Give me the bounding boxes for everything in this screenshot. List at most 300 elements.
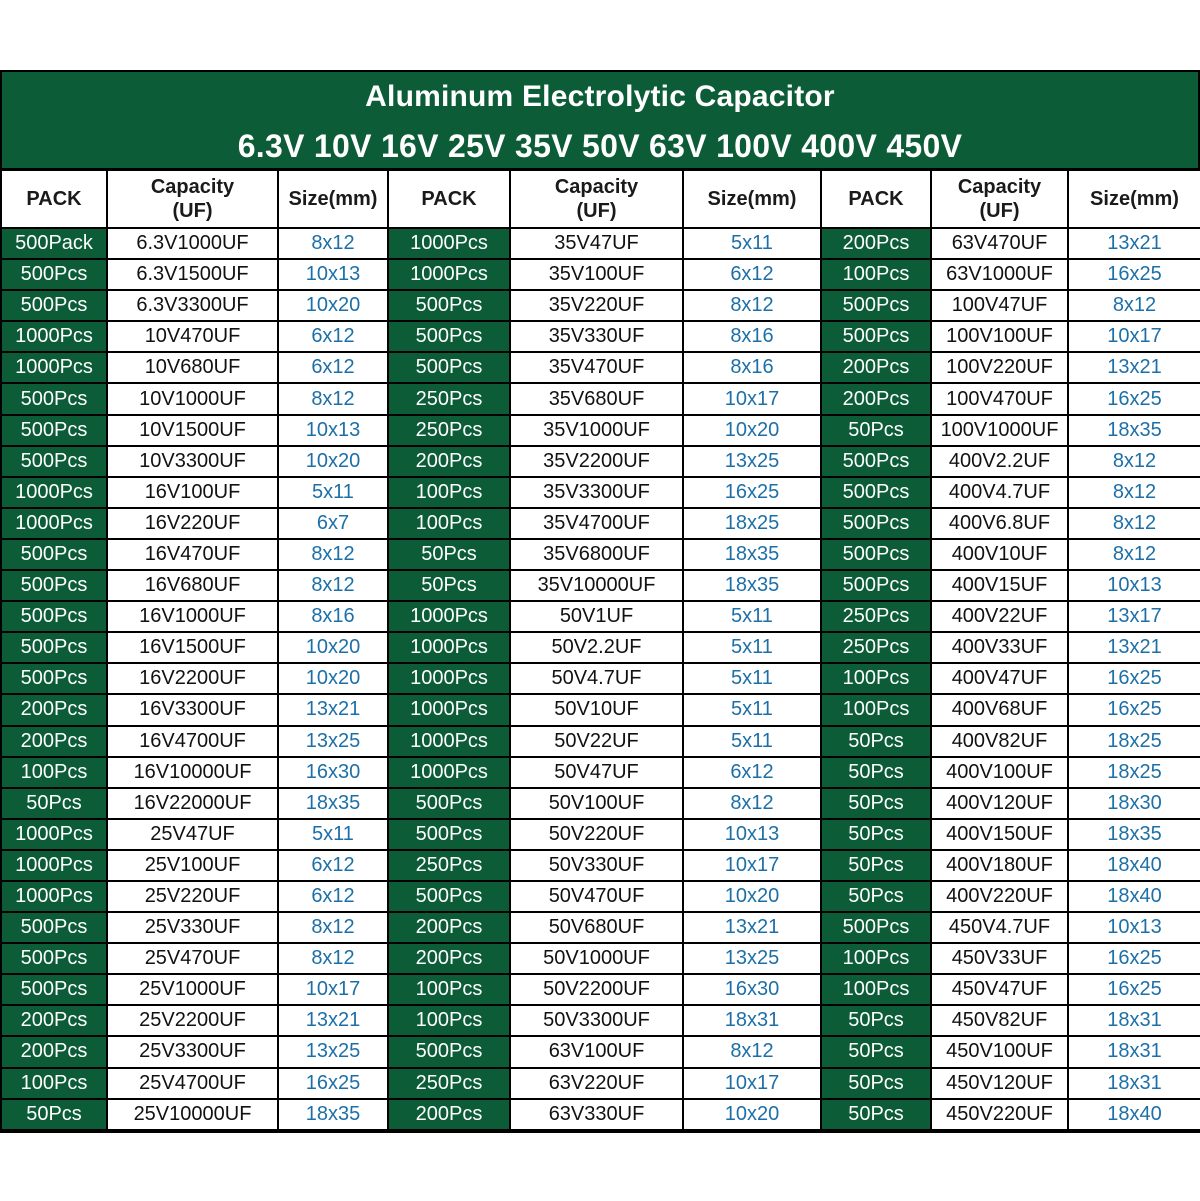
capacity-cell: 6.3V1500UF: [107, 259, 278, 290]
size-cell: 13x21: [1068, 228, 1200, 259]
capacity-cell: 25V100UF: [107, 850, 278, 881]
capacity-cell: 35V330UF: [510, 321, 683, 352]
title: Aluminum Electrolytic Capacitor: [365, 80, 835, 113]
capacity-cell: 50V1UF: [510, 601, 683, 632]
pack-cell: 200Pcs: [821, 228, 931, 259]
capacity-cell: 100V470UF: [931, 383, 1068, 414]
capacity-cell: 35V220UF: [510, 290, 683, 321]
capacity-cell: 25V220UF: [107, 881, 278, 912]
table-row: [1, 570, 1200, 601]
pack-cell: 500Pcs: [1, 632, 107, 663]
pack-cell: 1000Pcs: [1, 819, 107, 850]
pack-cell: 500Pcs: [821, 508, 931, 539]
size-cell: 18x35: [683, 570, 821, 601]
capacity-cell: 25V470UF: [107, 943, 278, 974]
size-cell: 10x13: [278, 415, 388, 446]
table-row: [1, 943, 1200, 974]
pack-cell: 500Pcs: [821, 912, 931, 943]
table-row: [1, 1036, 1200, 1067]
capacity-cell: 16V100UF: [107, 477, 278, 508]
capacity-cell: 10V1000UF: [107, 383, 278, 414]
capacity-cell: 400V180UF: [931, 850, 1068, 881]
size-cell: 8x12: [683, 788, 821, 819]
table-body: [1, 228, 1200, 1130]
capacity-cell: 400V68UF: [931, 694, 1068, 725]
capacity-cell: 400V82UF: [931, 726, 1068, 757]
pack-cell: 1000Pcs: [1, 508, 107, 539]
table-row: [1, 912, 1200, 943]
size-cell: 18x25: [683, 508, 821, 539]
capacity-cell: 25V3300UF: [107, 1036, 278, 1067]
pack-cell: 50Pcs: [1, 788, 107, 819]
size-cell: 5x11: [683, 632, 821, 663]
capacity-cell: 50V330UF: [510, 850, 683, 881]
size-cell: 8x12: [683, 1036, 821, 1067]
size-cell: 16x25: [1068, 974, 1200, 1005]
pack-cell: 500Pcs: [388, 290, 510, 321]
capacity-cell: 35V10000UF: [510, 570, 683, 601]
table-row: [1, 788, 1200, 819]
table-row: [1, 352, 1200, 383]
col-header-pack: PACK: [821, 170, 931, 228]
pack-cell: 100Pcs: [821, 943, 931, 974]
pack-cell: 500Pcs: [1, 663, 107, 694]
table-row: [1, 881, 1200, 912]
size-cell: 13x17: [1068, 601, 1200, 632]
pack-cell: 500Pcs: [1, 259, 107, 290]
pack-cell: 500Pcs: [1, 943, 107, 974]
size-cell: 13x21: [683, 912, 821, 943]
capacity-cell: 25V330UF: [107, 912, 278, 943]
capacity-cell: 100V1000UF: [931, 415, 1068, 446]
size-cell: 10x20: [278, 632, 388, 663]
pack-cell: 500Pcs: [388, 819, 510, 850]
capacity-cell: 50V3300UF: [510, 1005, 683, 1036]
pack-cell: 500Pcs: [821, 446, 931, 477]
size-cell: 18x25: [1068, 726, 1200, 757]
capacity-cell: 16V470UF: [107, 539, 278, 570]
size-cell: 6x12: [278, 352, 388, 383]
capacity-cell: 100V220UF: [931, 352, 1068, 383]
pack-cell: 250Pcs: [821, 601, 931, 632]
capacity-cell: 35V3300UF: [510, 477, 683, 508]
capacity-cell: 50V2200UF: [510, 974, 683, 1005]
table-row: [1, 508, 1200, 539]
capacity-cell: 25V47UF: [107, 819, 278, 850]
pack-cell: 50Pcs: [821, 819, 931, 850]
pack-cell: 50Pcs: [821, 415, 931, 446]
pack-cell: 250Pcs: [388, 1068, 510, 1099]
size-cell: 6x12: [278, 850, 388, 881]
pack-cell: 1000Pcs: [388, 663, 510, 694]
table-row: [1, 632, 1200, 663]
capacity-cell: 50V4.7UF: [510, 663, 683, 694]
pack-cell: 250Pcs: [388, 383, 510, 414]
capacity-cell: 35V100UF: [510, 259, 683, 290]
col-header-size: Size(mm): [683, 170, 821, 228]
pack-cell: 500Pcs: [388, 321, 510, 352]
pack-cell: 100Pcs: [821, 974, 931, 1005]
pack-cell: 200Pcs: [1, 726, 107, 757]
table-row: [1, 383, 1200, 414]
size-cell: 10x17: [278, 974, 388, 1005]
pack-cell: 200Pcs: [388, 1099, 510, 1130]
table-row: [1, 290, 1200, 321]
pack-cell: 50Pcs: [821, 726, 931, 757]
table-row: [1, 663, 1200, 694]
size-cell: 8x16: [683, 352, 821, 383]
size-cell: 16x25: [1068, 943, 1200, 974]
size-cell: 13x25: [278, 726, 388, 757]
size-cell: 5x11: [278, 819, 388, 850]
size-cell: 13x21: [1068, 632, 1200, 663]
size-cell: 8x16: [683, 321, 821, 352]
pack-cell: 50Pcs: [821, 1005, 931, 1036]
size-cell: 8x12: [278, 912, 388, 943]
capacity-cell: 10V680UF: [107, 352, 278, 383]
pack-cell: 200Pcs: [821, 383, 931, 414]
pack-cell: 200Pcs: [388, 446, 510, 477]
size-cell: 10x20: [278, 663, 388, 694]
size-cell: 5x11: [683, 663, 821, 694]
pack-cell: 500Pcs: [388, 352, 510, 383]
pack-cell: 50Pcs: [821, 757, 931, 788]
col-header-capacity: Capacity (UF): [107, 170, 278, 228]
pack-cell: 50Pcs: [821, 1036, 931, 1067]
size-cell: 6x12: [278, 321, 388, 352]
size-cell: 5x11: [278, 477, 388, 508]
size-cell: 16x25: [1068, 383, 1200, 414]
size-cell: 18x31: [1068, 1068, 1200, 1099]
size-cell: 16x25: [1068, 259, 1200, 290]
pack-cell: 500Pcs: [1, 601, 107, 632]
capacity-cell: 16V4700UF: [107, 726, 278, 757]
capacity-cell: 16V2200UF: [107, 663, 278, 694]
size-cell: 10x20: [683, 881, 821, 912]
size-cell: 6x12: [683, 259, 821, 290]
pack-cell: 100Pcs: [388, 1005, 510, 1036]
capacity-cell: 100V100UF: [931, 321, 1068, 352]
pack-cell: 500Pcs: [821, 477, 931, 508]
capacity-cell: 400V100UF: [931, 757, 1068, 788]
col-header-capacity: Capacity (UF): [510, 170, 683, 228]
pack-cell: 500Pcs: [388, 1036, 510, 1067]
col-header-size: Size(mm): [1068, 170, 1200, 228]
capacity-cell: 50V220UF: [510, 819, 683, 850]
size-cell: 18x30: [1068, 788, 1200, 819]
table-row: [1, 694, 1200, 725]
pack-cell: 250Pcs: [388, 850, 510, 881]
pack-cell: 50Pcs: [388, 539, 510, 570]
table-row: [1, 1068, 1200, 1099]
capacity-cell: 400V6.8UF: [931, 508, 1068, 539]
size-cell: 13x25: [683, 446, 821, 477]
pack-cell: 1000Pcs: [1, 321, 107, 352]
capacity-cell: 10V3300UF: [107, 446, 278, 477]
capacity-cell: 50V2.2UF: [510, 632, 683, 663]
pack-cell: 500Pcs: [1, 974, 107, 1005]
capacity-cell: 25V4700UF: [107, 1068, 278, 1099]
size-cell: 8x12: [1068, 508, 1200, 539]
capacity-cell: 400V2.2UF: [931, 446, 1068, 477]
pack-cell: 1000Pcs: [388, 632, 510, 663]
size-cell: 10x20: [278, 446, 388, 477]
table-row: [1, 539, 1200, 570]
size-cell: 10x17: [683, 1068, 821, 1099]
capacity-cell: 35V680UF: [510, 383, 683, 414]
pack-cell: 1000Pcs: [388, 694, 510, 725]
capacity-cell: 400V150UF: [931, 819, 1068, 850]
pack-cell: 500Pack: [1, 228, 107, 259]
pack-cell: 500Pcs: [1, 912, 107, 943]
pack-cell: 200Pcs: [1, 694, 107, 725]
pack-cell: 250Pcs: [821, 632, 931, 663]
size-cell: 16x25: [278, 1068, 388, 1099]
capacity-cell: 50V22UF: [510, 726, 683, 757]
pack-cell: 1000Pcs: [1, 477, 107, 508]
pack-cell: 500Pcs: [821, 539, 931, 570]
capacity-cell: 450V47UF: [931, 974, 1068, 1005]
capacity-cell: 50V100UF: [510, 788, 683, 819]
size-cell: 8x12: [278, 539, 388, 570]
capacity-cell: 16V1500UF: [107, 632, 278, 663]
table-row: [1, 321, 1200, 352]
col-header-size: Size(mm): [278, 170, 388, 228]
pack-cell: 500Pcs: [1, 539, 107, 570]
size-cell: 8x12: [1068, 290, 1200, 321]
size-cell: 6x12: [683, 757, 821, 788]
size-cell: 13x21: [278, 1005, 388, 1036]
capacity-cell: 450V4.7UF: [931, 912, 1068, 943]
capacity-cell: 10V470UF: [107, 321, 278, 352]
capacity-cell: 50V1000UF: [510, 943, 683, 974]
size-cell: 6x12: [278, 881, 388, 912]
size-cell: 16x25: [1068, 663, 1200, 694]
size-cell: 16x25: [683, 477, 821, 508]
pack-cell: 500Pcs: [821, 290, 931, 321]
pack-cell: 250Pcs: [388, 415, 510, 446]
size-cell: 13x21: [278, 694, 388, 725]
size-cell: 8x12: [683, 290, 821, 321]
size-cell: 16x25: [1068, 694, 1200, 725]
col-header-pack: PACK: [388, 170, 510, 228]
capacity-cell: 400V220UF: [931, 881, 1068, 912]
table-row: [1, 850, 1200, 881]
size-cell: 18x35: [278, 1099, 388, 1130]
capacitor-spec-sheet: [0, 70, 1200, 1133]
size-cell: 18x35: [278, 788, 388, 819]
pack-cell: 100Pcs: [821, 663, 931, 694]
pack-cell: 200Pcs: [1, 1036, 107, 1067]
capacity-cell: 400V33UF: [931, 632, 1068, 663]
size-cell: 16x30: [683, 974, 821, 1005]
capacity-cell: 35V2200UF: [510, 446, 683, 477]
capacity-cell: 50V470UF: [510, 881, 683, 912]
size-cell: 10x17: [683, 850, 821, 881]
pack-cell: 1000Pcs: [1, 881, 107, 912]
pack-cell: 1000Pcs: [388, 726, 510, 757]
capacity-cell: 63V100UF: [510, 1036, 683, 1067]
size-cell: 18x25: [1068, 757, 1200, 788]
capacity-cell: 63V220UF: [510, 1068, 683, 1099]
table-row: [1, 601, 1200, 632]
pack-cell: 100Pcs: [1, 1068, 107, 1099]
capacity-cell: 16V1000UF: [107, 601, 278, 632]
size-cell: 16x30: [278, 757, 388, 788]
capacity-cell: 35V6800UF: [510, 539, 683, 570]
pack-cell: 50Pcs: [388, 570, 510, 601]
capacity-cell: 16V3300UF: [107, 694, 278, 725]
pack-cell: 1000Pcs: [388, 228, 510, 259]
size-cell: 8x12: [278, 228, 388, 259]
size-cell: 8x12: [278, 943, 388, 974]
pack-cell: 50Pcs: [821, 850, 931, 881]
size-cell: 5x11: [683, 726, 821, 757]
capacity-cell: 450V220UF: [931, 1099, 1068, 1130]
capacity-cell: 400V15UF: [931, 570, 1068, 601]
col-header-capacity: Capacity (UF): [931, 170, 1068, 228]
pack-cell: 100Pcs: [388, 477, 510, 508]
pack-cell: 50Pcs: [821, 881, 931, 912]
size-cell: 8x12: [1068, 477, 1200, 508]
capacity-cell: 50V10UF: [510, 694, 683, 725]
table-row: [1, 1099, 1200, 1130]
size-cell: 8x12: [278, 570, 388, 601]
capacity-cell: 16V10000UF: [107, 757, 278, 788]
size-cell: 18x31: [1068, 1036, 1200, 1067]
capacity-cell: 100V47UF: [931, 290, 1068, 321]
table-row: [1, 259, 1200, 290]
size-cell: 10x13: [683, 819, 821, 850]
size-cell: 18x40: [1068, 1099, 1200, 1130]
size-cell: 18x40: [1068, 881, 1200, 912]
size-cell: 5x11: [683, 228, 821, 259]
capacity-cell: 16V220UF: [107, 508, 278, 539]
capacity-cell: 10V1500UF: [107, 415, 278, 446]
capacity-cell: 16V680UF: [107, 570, 278, 601]
size-cell: 18x31: [1068, 1005, 1200, 1036]
capacity-cell: 25V10000UF: [107, 1099, 278, 1130]
capacity-cell: 400V4.7UF: [931, 477, 1068, 508]
pack-cell: 100Pcs: [388, 974, 510, 1005]
capacity-cell: 450V100UF: [931, 1036, 1068, 1067]
pack-cell: 1000Pcs: [1, 850, 107, 881]
capacity-cell: 50V680UF: [510, 912, 683, 943]
pack-cell: 200Pcs: [388, 912, 510, 943]
capacity-cell: 35V4700UF: [510, 508, 683, 539]
pack-cell: 100Pcs: [821, 694, 931, 725]
pack-cell: 1000Pcs: [388, 757, 510, 788]
table-row: [1, 477, 1200, 508]
size-cell: 18x31: [683, 1005, 821, 1036]
capacity-cell: 16V22000UF: [107, 788, 278, 819]
table-row: [1, 228, 1200, 259]
size-cell: 10x17: [683, 383, 821, 414]
pack-cell: 500Pcs: [1, 570, 107, 601]
pack-cell: 200Pcs: [1, 1005, 107, 1036]
pack-cell: 50Pcs: [821, 1068, 931, 1099]
capacity-cell: 63V470UF: [931, 228, 1068, 259]
size-cell: 13x25: [683, 943, 821, 974]
table-row: [1, 726, 1200, 757]
size-cell: 10x20: [683, 1099, 821, 1130]
table-row: [1, 1005, 1200, 1036]
capacity-cell: 400V10UF: [931, 539, 1068, 570]
pack-cell: 100Pcs: [388, 508, 510, 539]
pack-cell: 50Pcs: [1, 1099, 107, 1130]
capacity-cell: 400V47UF: [931, 663, 1068, 694]
pack-cell: 100Pcs: [821, 259, 931, 290]
size-cell: 10x13: [278, 259, 388, 290]
header-banner: [2, 72, 1198, 168]
pack-cell: 500Pcs: [1, 415, 107, 446]
capacity-cell: 400V120UF: [931, 788, 1068, 819]
size-cell: 13x21: [1068, 352, 1200, 383]
capacity-cell: 50V47UF: [510, 757, 683, 788]
capacity-cell: 63V1000UF: [931, 259, 1068, 290]
pack-cell: 200Pcs: [388, 943, 510, 974]
table-row: [1, 415, 1200, 446]
header-row: [1, 170, 1200, 228]
table-row: [1, 819, 1200, 850]
capacity-cell: 35V1000UF: [510, 415, 683, 446]
size-cell: 8x12: [278, 383, 388, 414]
pack-cell: 500Pcs: [821, 570, 931, 601]
size-cell: 8x12: [1068, 539, 1200, 570]
capacity-cell: 6.3V3300UF: [107, 290, 278, 321]
size-cell: 10x17: [1068, 321, 1200, 352]
size-cell: 8x12: [1068, 446, 1200, 477]
pack-cell: 50Pcs: [821, 1099, 931, 1130]
capacity-cell: 450V33UF: [931, 943, 1068, 974]
col-header-pack: PACK: [1, 170, 107, 228]
pack-cell: 500Pcs: [821, 321, 931, 352]
pack-cell: 1000Pcs: [388, 601, 510, 632]
size-cell: 5x11: [683, 601, 821, 632]
pack-cell: 500Pcs: [388, 788, 510, 819]
size-cell: 8x16: [278, 601, 388, 632]
pack-cell: 50Pcs: [821, 788, 931, 819]
voltage-list: 6.3V 10V 16V 25V 35V 50V 63V 100V 400V 450V: [237, 128, 963, 164]
size-cell: 18x40: [1068, 850, 1200, 881]
pack-cell: 500Pcs: [1, 290, 107, 321]
pack-cell: 500Pcs: [1, 383, 107, 414]
capacity-cell: 6.3V1000UF: [107, 228, 278, 259]
size-cell: 5x11: [683, 694, 821, 725]
capacitor-table: [0, 169, 1200, 1131]
pack-cell: 1000Pcs: [1, 352, 107, 383]
pack-cell: 500Pcs: [1, 446, 107, 477]
capacity-cell: 25V1000UF: [107, 974, 278, 1005]
size-cell: 13x25: [278, 1036, 388, 1067]
table-row: [1, 446, 1200, 477]
pack-cell: 100Pcs: [1, 757, 107, 788]
size-cell: 10x20: [683, 415, 821, 446]
table-row: [1, 757, 1200, 788]
capacity-cell: 450V120UF: [931, 1068, 1068, 1099]
capacity-cell: 450V82UF: [931, 1005, 1068, 1036]
table-row: [1, 974, 1200, 1005]
capacity-cell: 35V47UF: [510, 228, 683, 259]
pack-cell: 500Pcs: [388, 881, 510, 912]
size-cell: 10x13: [1068, 912, 1200, 943]
pack-cell: 200Pcs: [821, 352, 931, 383]
capacity-cell: 25V2200UF: [107, 1005, 278, 1036]
pack-cell: 1000Pcs: [388, 259, 510, 290]
size-cell: 6x7: [278, 508, 388, 539]
capacity-cell: 400V22UF: [931, 601, 1068, 632]
size-cell: 18x35: [1068, 415, 1200, 446]
